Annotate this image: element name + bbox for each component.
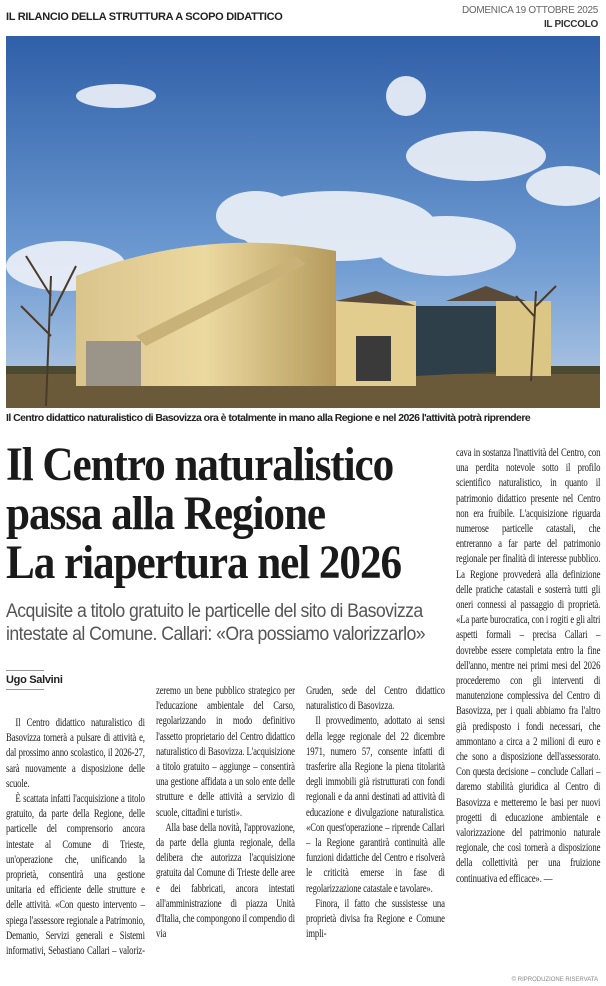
- article-column-1: [6, 716, 145, 959]
- paragraph: Il Centro didattico naturalistico di Basovizza tornerà a pulsare di attività e, dal prossimo anno scolastico, il 2026-27, sarà nuovamente a disposizione delle scuole.: [6, 717, 145, 790]
- paragraph: cava in sostanza l'inattività del Centro, con una perdita notevole sotto il profilo scientifico naturalistico, in quanto il patrimonio didattico presente nel Centro non era fruibile. L'acquisizione riguarda numerose particelle catastali, che entreranno a far parte del patrimonio regionale per finalità di interesse pubblico. La Regione provvederà alla definizione delle pratiche catastali e sosterrà tutti gli oneri connessi al passaggio di proprietà. «La parte burocratica, con i rogiti e gli altri aspetti formali – precisa Callari – dovrebbe essere completata entro la fine dell'anno, mentre nei primi mesi del 2026 procederemo con gli interventi di manutenzione complessiva del Centro di Basovizza, per i quali abbiamo fra l'altro già predisposto i fondi necessari, che ammontano a circa a 2 milioni di euro e che sono a disposizione dell'assessorato. Con questa decisione – conclude Callari – daremo stabilità giuridica al Centro di Basovizza e metteremo le basi per nuovi progetti di educazione ambientale e valorizzazione del patrimonio naturale regionale, che così tornerà a disposizione della collettività per una fruizione continuativa ed efficace». —: [456, 447, 601, 885]
- headline-line: Il Centro naturalistico: [6, 438, 394, 491]
- headline-line: La riapertura nel 2026: [6, 536, 402, 589]
- article-photo: [6, 36, 600, 408]
- subheadline: Acquisite a titolo gratuito le particelle del sito di Basovizza intestate al Comune. Callari: «Ora possiamo valorizzarlo»: [6, 601, 425, 645]
- byline: Ugo Salvini: [6, 674, 63, 686]
- article-column-4: [456, 446, 600, 887]
- article-column-3: [306, 684, 445, 942]
- newspaper-name: IL PICCOLO: [543, 19, 598, 30]
- paragraph: zeremo un bene pubblico strategico per l'educazione ambientale del Carso, regolarizzando in modo definitivo l'assetto proprietario del Centro didattico naturalistico di Basovizza. L'acquisizione a titolo gratuito – aggiunge – consentirà una gestione affidata a un solo ente delle strutture e delle attività a servizio di scuole, cittadini e turisti».: [156, 685, 295, 819]
- headline: [6, 440, 474, 587]
- copyright-notice: © RIPRODUZIONE RISERVATA: [511, 977, 598, 983]
- article-column-2: [156, 684, 295, 942]
- paragraph: Alla base della novità, l'approvazione, da parte della giunta regionale, della delibera che autorizza l'acquisizione gratuita dal Comune di Trieste delle aree e dei fabbricati, ancora intestati all'amministrazione di piazza Unità d'Italia, che compongono il compendio di via: [156, 821, 295, 941]
- paragraph: Gruden, sede del Centro didattico naturalistico di Basovizza.: [306, 685, 445, 713]
- paragraph: È scattata infatti l'acquisizione a titolo gratuito, da parte della Regione, delle particelle del comprensorio ancora intestate al Comune di Trieste, un'operazione che, unificando la proprietà, consentirà una gestione unitaria ed efficiente delle strutture e delle attività. «Con questo intervento – spiega l'assessore regionale a Patrimonio, Demanio, Servizi generali e Sistemi informativi, Sebastiano Callari – valoriz-: [6, 793, 145, 958]
- paragraph: Finora, il fatto che sussistesse una proprietà divisa fra Regione e Comune impli-: [306, 897, 445, 941]
- section-kicker: IL RILANCIO DELLA STRUTTURA A SCOPO DIDATTICO: [6, 11, 283, 23]
- byline-rule: [6, 689, 44, 690]
- photo-caption: Il Centro didattico naturalistico di Basovizza ora è totalmente in mano alla Regione e nel 2026 l'attività potrà riprendere: [6, 412, 531, 424]
- headline-line: passa alla Regione: [6, 487, 325, 540]
- paragraph: Il provvedimento, adottato ai sensi della legge regionale del 22 dicembre 1971, numero 57, consente infatti di trasferire alla Regione la piena titolarità degli immobili già ristrutturati con fondi regionali e da anni destinati ad attività di educazione e divulgazione naturalistica. «Con quest'operazione – riprende Callari – la Regione garantirà continuità alle funzioni didattiche del Centro e risolverà le criticità emerse in fase di regolarizzazione catastale e tavolare».: [306, 715, 445, 895]
- byline-rule: [6, 670, 44, 671]
- issue-date: DOMENICA 19 OTTOBRE 2025: [462, 5, 598, 16]
